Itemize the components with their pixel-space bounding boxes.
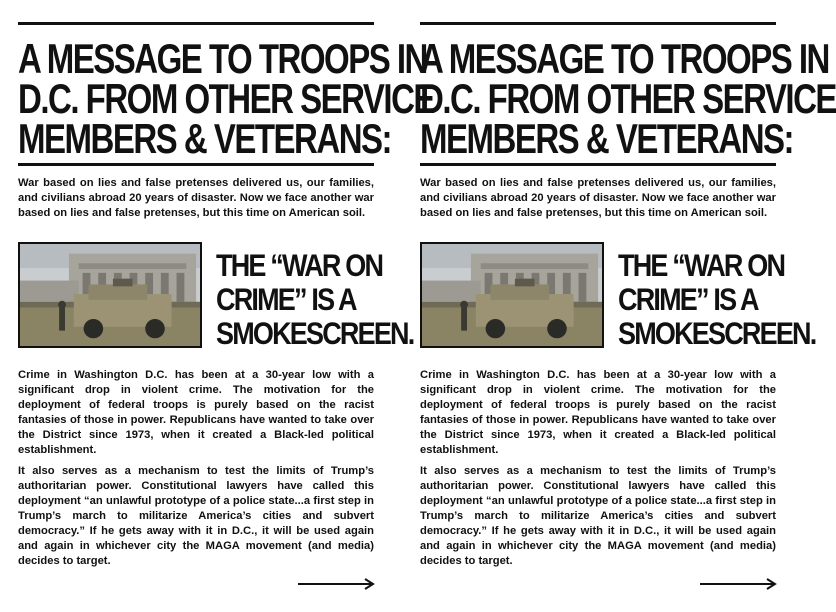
top-divider [420,22,776,25]
slogan-line-3: SMOKESCREEN. [618,316,816,351]
top-divider [18,22,374,25]
body-paragraph-2: It also serves as a mechanism to test the limits of Trump’s authoritarian power. Constitutional lawyers have called this deployment “an unlawful prototype of a police state...a first step in Trump’s march to militarize America’s cities and subvert democracy.” If he gets away with it in D.C., it will be used again and again in whichever city the MAGA movement (and media) decides to target. [420,465,776,567]
bottom-divider [18,163,374,166]
headline-line-3: MEMBERS & VETERANS: [420,115,794,162]
headline-line-1: A MESSAGE TO TROOPS IN [18,35,427,82]
headline-line-2: D.C. FROM OTHER SERVICE [18,75,434,122]
slogan-line-1: THE “WAR ON [618,248,785,283]
body-paragraph-2: It also serves as a mechanism to test the limits of Trump’s authoritarian power. Constitutional lawyers have called this deployment “an unlawful prototype of a police state...a first step in Trump’s march to militarize America’s cities and subvert democracy.” If he gets away with it in D.C., it will be used again and again in whichever city the MAGA movement (and media) decides to target. [18,465,374,567]
headline-line-2: D.C. FROM OTHER SERVICE [420,75,836,122]
slogan-line-2: CRIME” IS A [216,282,356,317]
body-paragraph-1: Crime in Washington D.C. has been at a 30-year low with a significant drop in violent crime. The motivation for the deployment of federal troops is purely based on the racist fantasies of those in power. Republicans have wanted to take over the District since 1973, when it created a Black-led political establishment. [420,369,776,456]
headline-line-3: MEMBERS & VETERANS: [18,115,392,162]
headline [18,34,434,162]
bottom-divider [420,163,776,166]
flyer-page-right [420,0,836,612]
humvee-photo [18,242,202,348]
right-arrow-icon[interactable] [700,577,778,591]
flyer-page-left [18,0,434,612]
right-arrow-icon[interactable] [298,577,376,591]
body-paragraph-1: Crime in Washington D.C. has been at a 30-year low with a significant drop in violent crime. The motivation for the deployment of federal troops is purely based on the racist fantasies of those in power. Republicans have wanted to take over the District since 1973, when it created a Black-led political establishment. [18,369,374,456]
slogan [216,246,414,351]
headline-line-1: A MESSAGE TO TROOPS IN [420,35,829,82]
humvee-photo [420,242,604,348]
intro-paragraph: War based on lies and false pretenses delivered us, our families, and civilians abroad 20 years of disaster. Now we face another war based on lies and false pretenses, but this time on American soil. [420,177,776,219]
headline [420,34,836,162]
slogan-line-3: SMOKESCREEN. [216,316,414,351]
slogan-line-1: THE “WAR ON [216,248,383,283]
intro-paragraph: War based on lies and false pretenses delivered us, our families, and civilians abroad 20 years of disaster. Now we face another war based on lies and false pretenses, but this time on American soil. [18,177,374,219]
slogan-line-2: CRIME” IS A [618,282,758,317]
slogan [618,246,816,351]
